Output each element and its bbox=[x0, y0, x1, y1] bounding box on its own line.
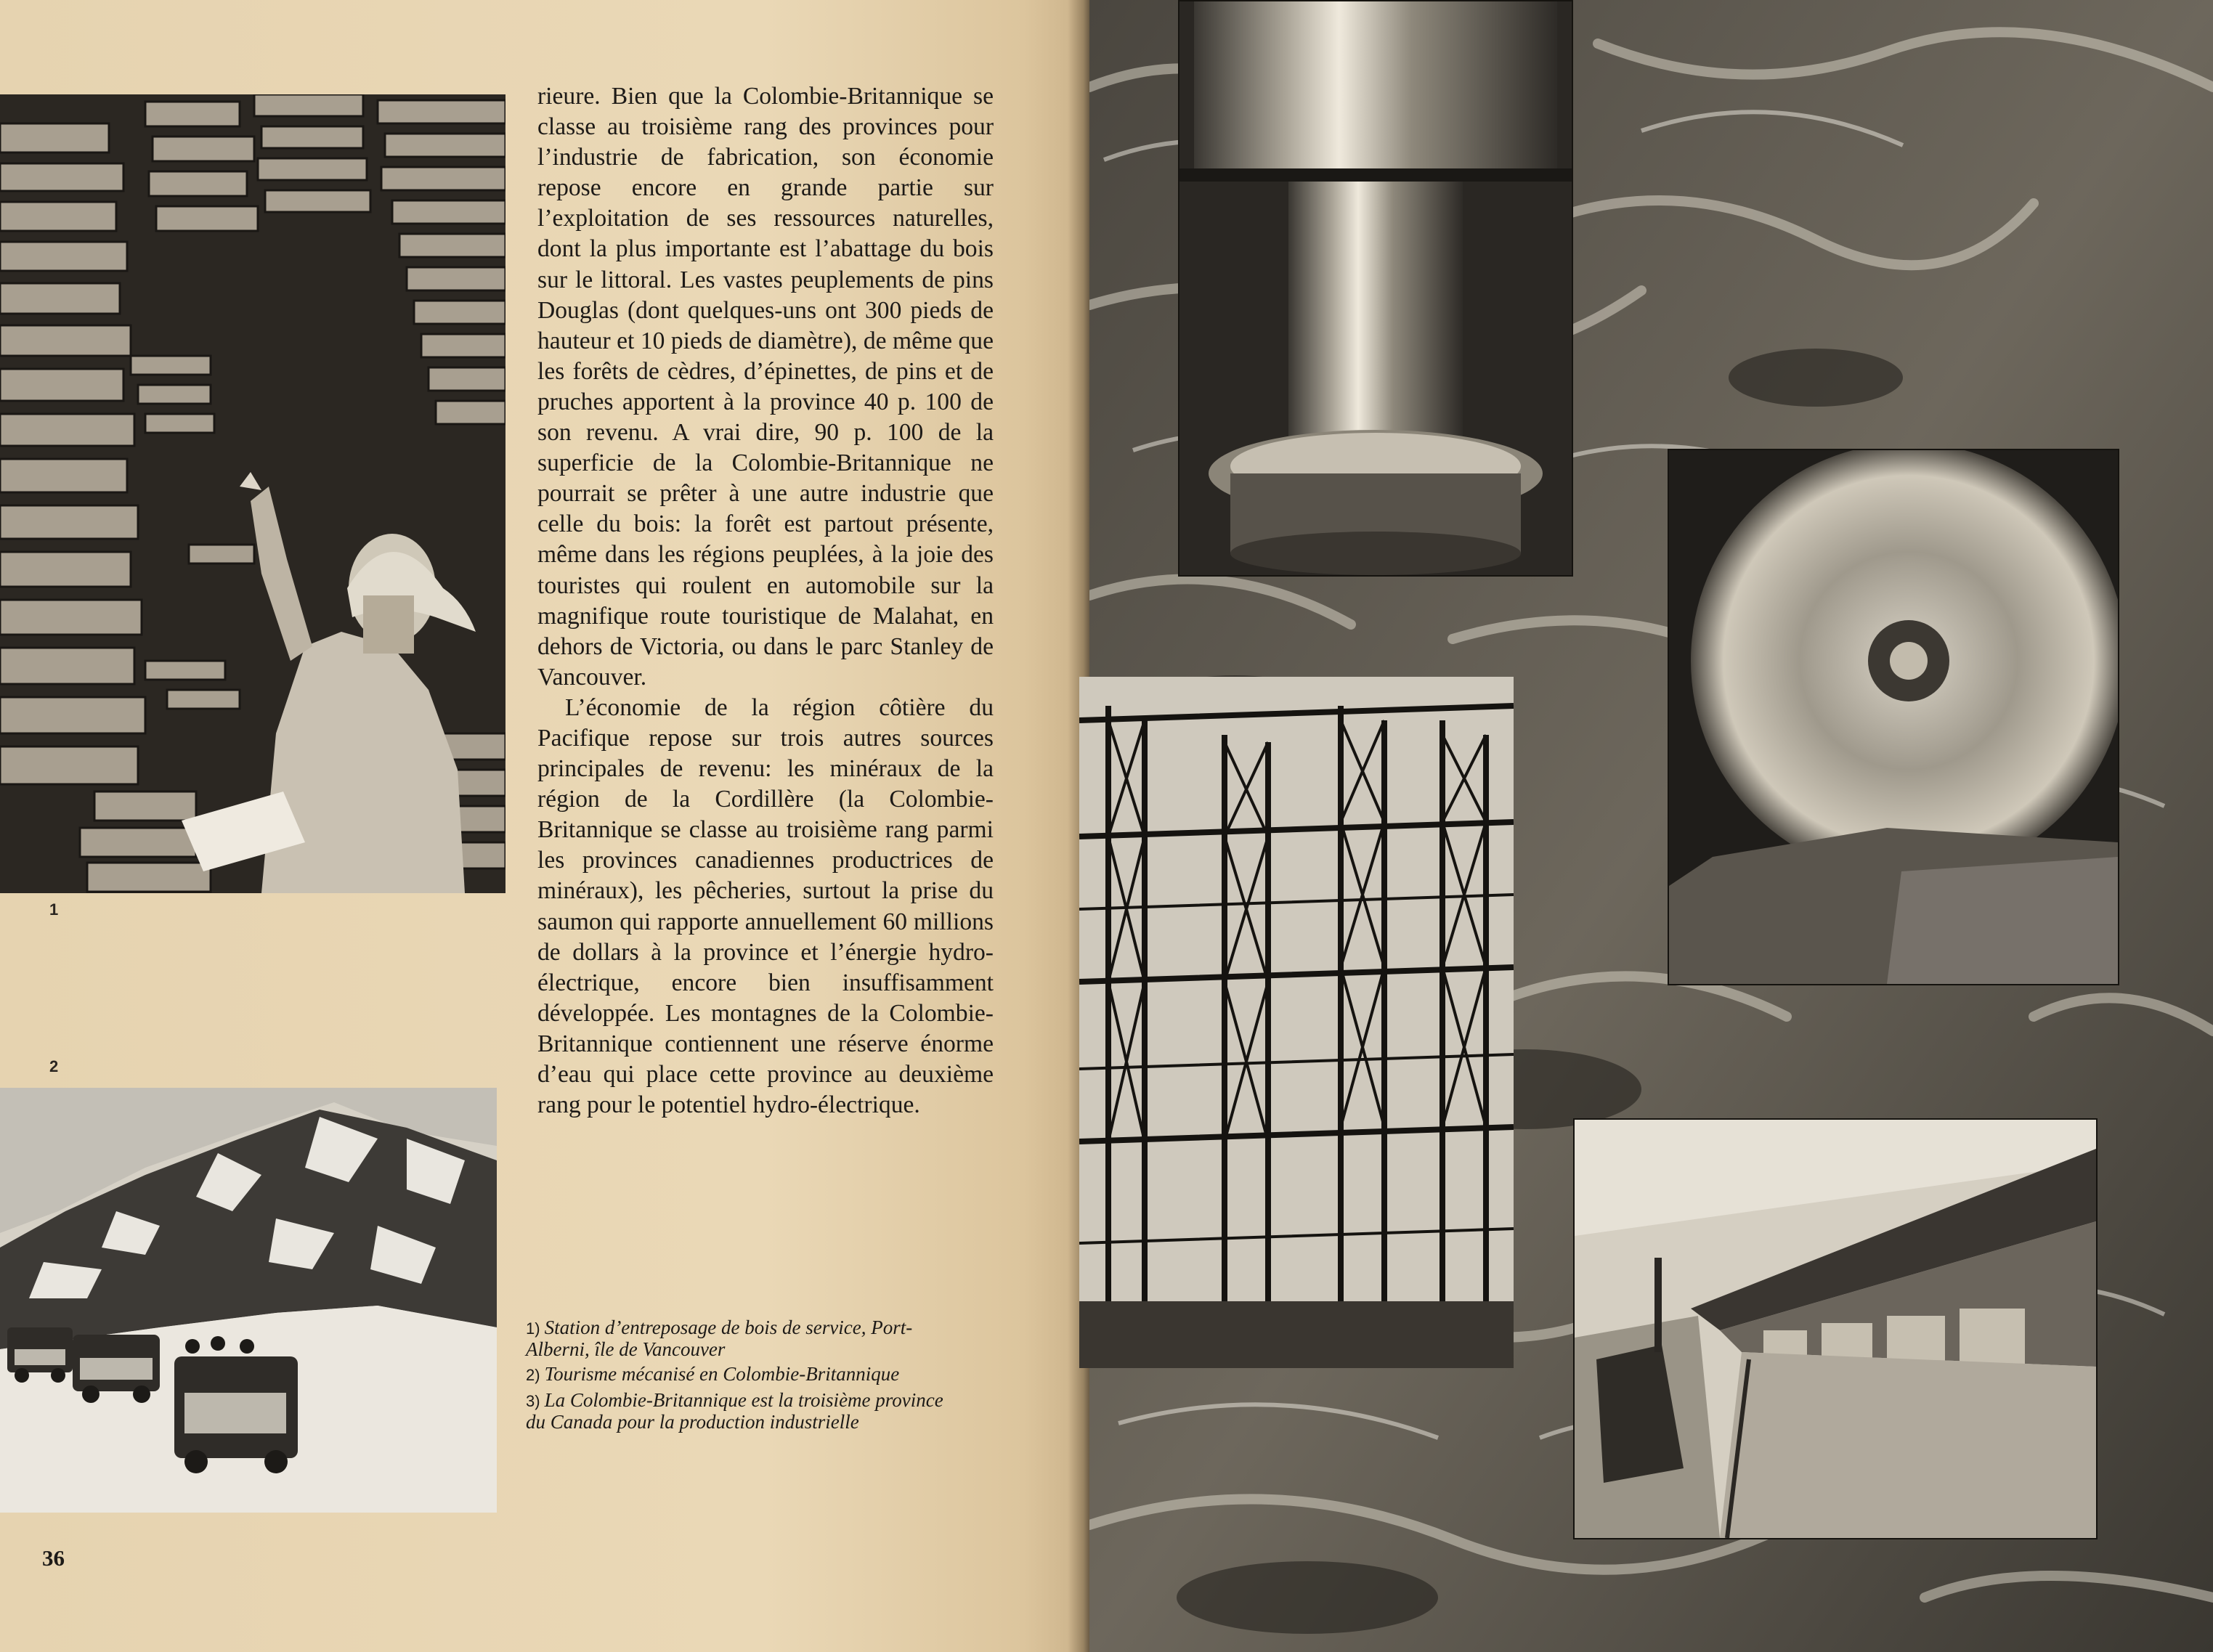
glacier-tourism-photo bbox=[0, 1088, 497, 1513]
turbine-shaft-photo bbox=[1178, 0, 1573, 577]
cargo-dock-photo bbox=[1573, 1118, 2098, 1539]
circular-saw-photo bbox=[1668, 449, 2119, 985]
article-paragraph-1: rieure. Bien que la Colombie-Britannique se classe au troisième rang des provinces pour l’industrie de fabrication, son économie repose encore en grande partie sur l’exploitation de ses ressources naturelles, dont la plus importante est l’abattage du bois sur le littoral. Les vastes peuplements de pins Douglas (dont quelques-uns ont 300 pieds de hauteur et 10 pieds de diamètre), de même que les forêts de cèdres, d’épinettes, de pins et de pruches apportent à la province 40 p. 100 de son revenu. A vrai dire, 90 p. 100 de la superficie de la Colombie-Britannique ne pourrait se prêter à une autre industrie que celle du bois: la forêt est partout présente, même dans les régions peuplées, à la joie des touristes qui roulent en automobile sur la magnifique route touristique de Malahat, en dehors de Victoria, ou dans le parc Stanley de Vancouver. bbox=[537, 83, 994, 691]
figure-1-number: 1 bbox=[49, 900, 59, 919]
photo-captions bbox=[526, 1317, 962, 1436]
page-number: 36 bbox=[42, 1545, 65, 1571]
caption-3 bbox=[526, 1390, 962, 1432]
caption-2 bbox=[526, 1364, 962, 1386]
caption-1-number: 1) bbox=[526, 1319, 540, 1338]
lumber-yard-photo bbox=[0, 94, 505, 893]
caption-2-number: 2) bbox=[526, 1366, 540, 1384]
article-body bbox=[537, 81, 994, 1120]
article-paragraph-2: L’économie de la région côtière du Pacifique repose sur trois autres sources principales de revenu: les minéraux de la région de la Cordillère (la Colombie-Britannique se classe au troisième rang parmi les provinces canadiennes productrices de minéraux), les pêcheries, surtout la prise du saumon qui rapporte annuellement 60 millions de dollars à la province et l’énergie hydro-électrique, encore bien insuffisamment développée. Les montagnes de la Colombie-Britannique contiennent une réserve énorme d’eau qui place cette province au deuxième rang pour le potentiel hydro-électrique. bbox=[537, 693, 994, 1119]
figure-2-number: 2 bbox=[49, 1057, 59, 1075]
power-station-photo bbox=[1079, 677, 1514, 1368]
caption-1-text: Station d’entreposage de bois de service, Port-Alberni, île de Vancouver bbox=[526, 1317, 913, 1360]
caption-2-text: Tourisme mécanisé en Colombie-Britannique bbox=[544, 1363, 900, 1385]
left-page bbox=[0, 0, 1089, 1652]
caption-1 bbox=[526, 1317, 962, 1359]
caption-3-number: 3) bbox=[526, 1392, 540, 1410]
caption-3-text: La Colombie-Britannique est la troisième province du Canada pour la production industrielle bbox=[526, 1389, 943, 1433]
